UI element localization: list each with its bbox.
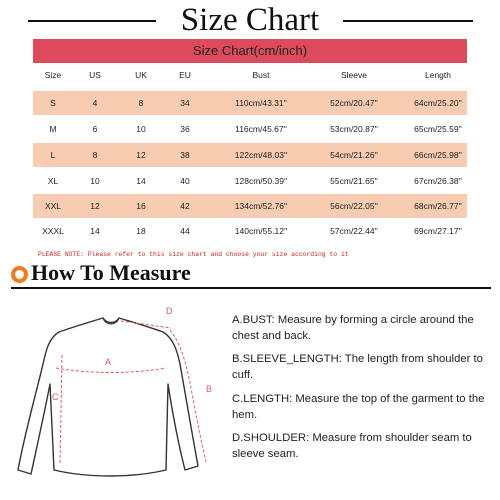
sleeve-cell: 54cm/21.26'' [330,150,378,160]
shirt-outline [18,318,198,476]
section-title: How To Measure [31,260,191,285]
length-cell: 65cm/25.59'' [414,124,462,134]
label-d: D [166,306,173,316]
bust-cell: 116cm/45.67'' [235,124,287,134]
ring-icon [11,266,28,283]
us-cell: 10 [90,176,100,186]
length-cell: 66cm/25.98'' [414,150,462,160]
uk-cell: 8 [138,98,144,108]
us-cell: 4 [92,98,98,108]
column-header-uk: UK [135,70,147,80]
size-cell: S [50,98,56,108]
size-cell: XXL [44,201,62,211]
instruction-bust: A.BUST: Measure by forming a circle around the chest and back. [232,314,474,342]
table-heading: Size Chart(cm/inch) [33,39,467,63]
shirt-measure-diagram [0,292,230,500]
size-cell: M [49,124,57,134]
eu-cell: 38 [180,150,190,160]
column-header-size: Size [44,70,62,80]
bust-cell: 140cm/55.12'' [234,226,288,236]
bust-cell: 110cm/43.31'' [235,98,287,108]
sleeve-cell: 53cm/20.87'' [330,124,378,134]
label-c: C [52,392,59,402]
bust-cell: 134cm/52.76'' [234,201,288,211]
section-rule [11,287,491,289]
column-header-bust: Bust [252,70,270,80]
length-cell: 64cm/25.20'' [414,98,462,108]
measure-instructions [232,313,494,471]
sleeve-cell: 55cm/21.65'' [330,176,378,186]
bust-cell: 128cm/50.39'' [234,176,288,186]
length-cell: 69cm/27.17'' [414,226,462,236]
table-row [33,194,467,218]
eu-cell: 42 [180,201,190,211]
instruction-sleeve: B.SLEEVE_LENGTH: The length from shoulder to cuff. [232,353,483,382]
table-row [33,143,467,167]
eu-cell: 44 [180,226,190,236]
us-cell: 6 [92,124,98,134]
us-cell: 8 [92,150,98,160]
size-note: PLEASE NOTE: Please refer to this size chart and choose your size according to it [38,251,349,258]
length-cell: 68cm/26.77'' [414,201,462,211]
sleeve-cell: 52cm/20.47'' [330,98,378,108]
column-header-eu: EU [179,70,191,80]
uk-cell: 10 [136,124,146,134]
how-to-measure-header [0,258,500,292]
column-header-us: US [89,70,101,80]
title-rule-right [343,20,473,22]
table-row [33,219,467,243]
table-row [33,91,467,115]
label-b: B [206,384,213,394]
size-cell: XXXL [42,226,64,236]
eu-cell: 40 [180,176,190,186]
label-a: A [105,357,112,367]
length-cell: 67cm/26.38'' [414,176,462,186]
column-header-sleeve: Sleeve [341,70,367,80]
uk-cell: 12 [136,150,146,160]
uk-cell: 14 [136,176,146,186]
eu-cell: 34 [180,98,190,108]
bust-cell: 122cm/48.03'' [234,150,288,160]
eu-cell: 36 [180,124,190,134]
uk-cell: 18 [136,226,146,236]
table-row [33,169,467,193]
sleeve-cell: 56cm/22.05'' [330,201,378,211]
uk-cell: 16 [136,201,146,211]
column-header-length: Length [425,70,451,80]
instruction-shoulder: D.SHOULDER: Measure from shoulder seam to sleeve seam. [232,432,472,460]
us-cell: 12 [90,201,100,211]
instruction-length: C.LENGTH: Measure the top of the garment to the hem. [232,392,485,421]
size-cell: XL [47,176,59,186]
table-header-row [33,63,467,87]
size-cell: L [50,150,56,160]
page-title: Size Chart [180,2,320,38]
sleeve-cell: 57cm/22.44'' [330,226,378,236]
us-cell: 14 [90,226,100,236]
table-row [33,117,467,141]
size-chart-header [0,0,500,40]
